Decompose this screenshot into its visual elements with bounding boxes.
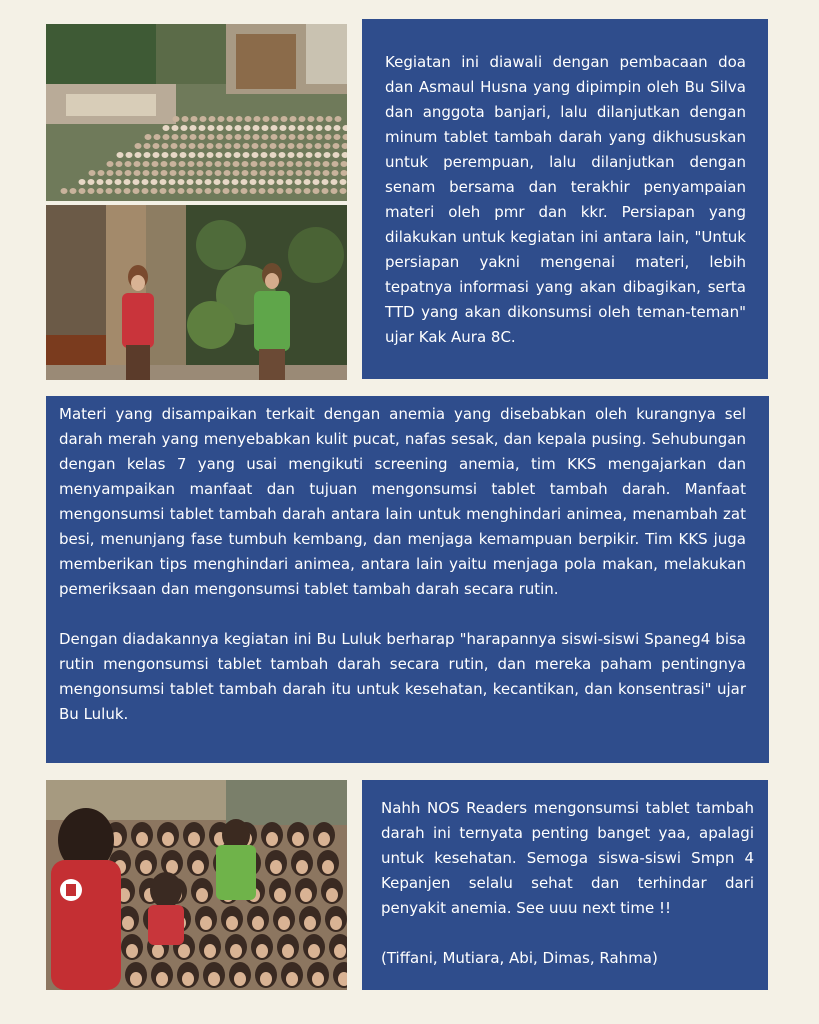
closing-text-box — [362, 780, 768, 990]
speakers-photo — [46, 205, 347, 380]
crowd-assembly-image — [46, 24, 347, 201]
crowd-assembly-photo — [46, 24, 347, 201]
students-audience-photo — [46, 780, 347, 990]
intro-paragraph: Kegiatan ini diawali dengan pembacaan doa dan Asmaul Husna yang dipimpin oleh Bu Silva dan anggota banjari, lalu dilanjutkan dengan minum tablet tambah darah yang dikhususkan untuk perempuan, lalu dilanjutkan dengan senam bersama dan terakhir penyampaian materi oleh pmr dan kkr. Persiapan yang dilakukan untuk kegiatan ini antara lain, "Untuk persiapan yakni mengenai materi, lebih tepatnya informasi yang akan dibagikan, serta TTD yang akan dikonsumsi oleh teman-teman" ujar Kak Aura 8C. — [385, 53, 746, 346]
intro-text-box — [362, 19, 768, 379]
credits: (Tiffani, Mutiara, Abi, Dimas, Rahma) — [381, 949, 658, 967]
closing-paragraph: Nahh NOS Readers mengonsumsi tablet tambah darah ini ternyata penting banget yaa, apalagi untuk kesehatan. Semoga siswa-siswi Smpn 4 Kepanjen selalu sehat dan terhindar dari penyakit anemia. See uuu next time !! — [381, 799, 754, 917]
material-paragraph: Materi yang disampaikan terkait dengan anemia yang disebabkan oleh kurangnya sel darah merah yang menyebabkan kulit pucat, nafas sesak, dan kepala pusing. Sehubungan dengan kelas 7 yang usai mengikuti screening anemia, tim KKS mengajarkan dan menyampaikan manfaat dan tujuan mengonsumsi tablet tambah darah. Manfaat mengonsumsi tablet tambah darah antara lain untuk menghindari animea, menambah zat besi, menunjang fase tumbuh kembang, dan menjaga kemampuan berpikir. Tim KKS juga memberikan tips menghindari animea, antara lain yaitu menjaga pola makan, melakukan pemeriksaan dan mengonsumsi tablet tambah darah secara rutin. — [59, 405, 746, 598]
students-audience-image — [46, 780, 347, 990]
hope-paragraph: Dengan diadakannya kegiatan ini Bu Luluk berharap "harapannya siswi-siswi Spaneg4 bisa rutin mengonsumsi tablet tambah darah secara rutin, dan mereka paham pentingnya mengonsumsi tablet tambah darah itu untuk kesehatan, kecantikan, dan konsentrasi" ujar Bu Luluk. — [59, 630, 746, 723]
speakers-image — [46, 205, 347, 380]
material-text-box — [46, 396, 769, 763]
